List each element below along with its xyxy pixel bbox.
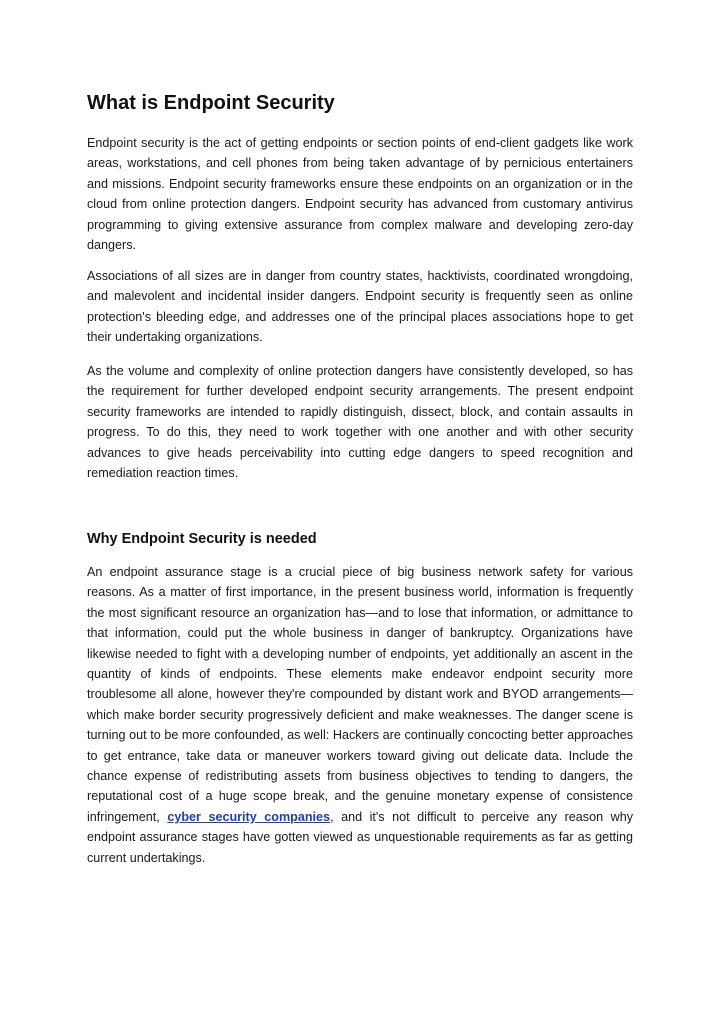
volume-paragraph: As the volume and complexity of online protection dangers have consistently developed, so has the requirement for further developed endpoint security arrangements. The present endpoint security frameworks are intended to rapidly distinguish, dissect, block, and contain assaults in progress. To do this, they need to work together with one another and with other security advances to give heads perceivability into cutting edge dangers to speed recognition and remediation reaction times. <box>87 364 633 481</box>
section-heading: Why Endpoint Security is needed <box>87 531 317 547</box>
page-title: What is Endpoint Security <box>87 92 335 114</box>
cyber-security-companies-link[interactable]: cyber security companies <box>167 809 331 824</box>
section-paragraph <box>87 562 633 868</box>
section-text-before-link: An endpoint assurance stage is a crucial piece of big business network safety for various reasons. As a matter of first importance, in the present business world, information is frequently the most significant resource an organization has—and to lose that information, or admittance to that information, could put the whole business in danger of bankruptcy. Organizations have likewise needed to fight with a developing number of endpoints, yet additionally an ascent in the quantity of kinds of endpoints. These elements make endeavor endpoint security more troublesome all alone, however they're compounded by distant work and BYOD arrangements—which make border security progressively deficient and make weaknesses. The danger scene is turning out to be more confounded, as well: Hackers are continually concocting better approaches to get entrance, take data or maneuver workers toward giving out delicate data. Include the chance expense of redistributing assets from business objectives to tending to dangers, the reputational cost of a huge scope break, and the genuine monetary expense of consistence infringement, <box>87 565 633 824</box>
intro-paragraph: Endpoint security is the act of getting endpoints or section points of end-client gadgets like work areas, workstations, and cell phones from being taken advantage of by pernicious entertainers and missions. Endpoint security frameworks ensure these endpoints on an organization or in the cloud from online protection dangers. Endpoint security has advanced from customary antivirus programming to giving extensive assurance from complex malware and developing zero-day dangers. <box>87 136 633 253</box>
section-text-after-link: , and it's not difficult to perceive any reason why endpoint assurance stages have gotten viewed as unquestionable requirements as far as getting current undertakings. <box>87 809 633 865</box>
associations-paragraph: Associations of all sizes are in danger from country states, hacktivists, coordinated wrongdoing, and malevolent and incidental insider dangers. Endpoint security is frequently seen as online protection's bleeding edge, and addresses one of the principal places associations hope to get their undertaking organizations. <box>87 269 633 345</box>
